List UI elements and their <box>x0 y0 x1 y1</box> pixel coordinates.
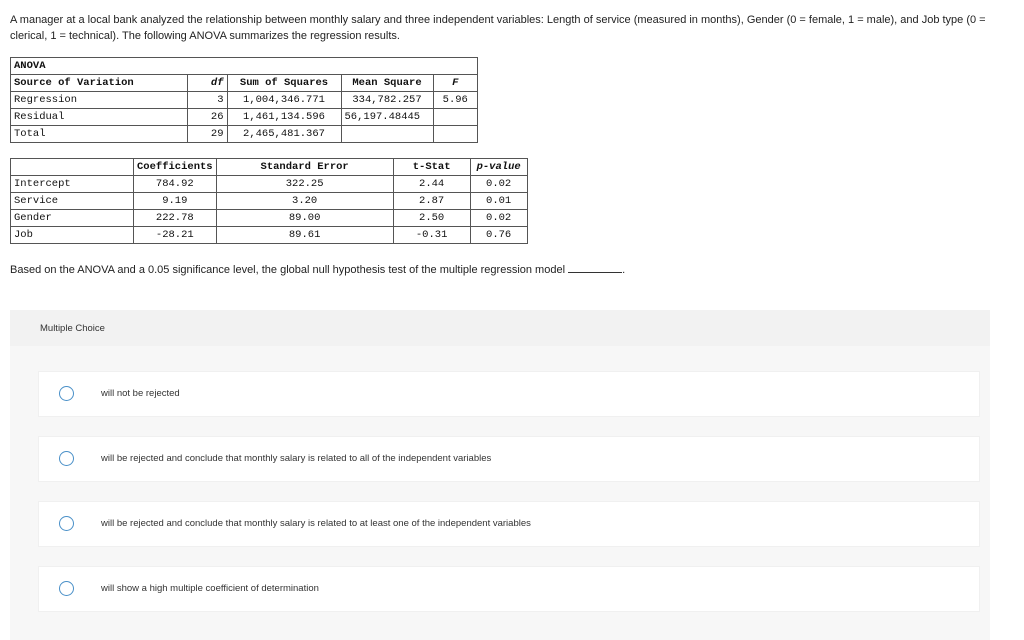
anova-header-f: F <box>433 75 478 92</box>
coef-cell: -0.31 <box>393 227 470 244</box>
coef-cell: 2.50 <box>393 210 470 227</box>
coef-header-tstat: t-Stat <box>393 159 470 176</box>
anova-header-ss: Sum of Squares <box>227 75 341 92</box>
choice-option-4[interactable] <box>38 566 980 612</box>
table-row <box>11 227 528 244</box>
anova-title: ANOVA <box>11 58 188 75</box>
coef-cell: 322.25 <box>216 176 393 193</box>
coef-cell: 2.44 <box>393 176 470 193</box>
coefficients-table <box>10 158 528 244</box>
anova-cell: 1,004,346.771 <box>227 92 341 109</box>
multiple-choice-label: Multiple Choice <box>40 323 105 334</box>
anova-header-source: Source of Variation <box>11 75 188 92</box>
question-prompt <box>10 262 625 277</box>
answer-blank <box>568 262 622 273</box>
coef-cell: 2.87 <box>393 193 470 210</box>
table-row <box>11 109 478 126</box>
coef-cell: -28.21 <box>134 227 217 244</box>
choice-option-1[interactable] <box>38 371 980 417</box>
coef-cell: 0.02 <box>470 176 527 193</box>
table-row <box>11 176 528 193</box>
coef-cell: 89.61 <box>216 227 393 244</box>
coef-header-row <box>11 159 528 176</box>
coef-cell: 0.02 <box>470 210 527 227</box>
choice-label: will not be rejected <box>101 388 180 399</box>
anova-cell: 5.96 <box>433 92 478 109</box>
anova-cell: Total <box>11 126 188 143</box>
anova-cell: 56,197.48445 <box>341 109 433 126</box>
table-row <box>11 126 478 143</box>
prompt-text: Based on the ANOVA and a 0.05 significance level, the global null hypothesis test of the multiple regression model <box>10 264 566 276</box>
coef-header-stderr: Standard Error <box>216 159 393 176</box>
anova-header-ms: Mean Square <box>341 75 433 92</box>
coef-header-pvalue: p-value <box>470 159 527 176</box>
anova-table <box>10 57 478 143</box>
table-row <box>11 92 478 109</box>
anova-cell: 29 <box>187 126 227 143</box>
anova-cell: 26 <box>187 109 227 126</box>
coef-cell: 3.20 <box>216 193 393 210</box>
choice-label: will show a high multiple coefficient of determination <box>101 583 319 594</box>
anova-cell <box>433 126 478 143</box>
anova-cell <box>433 109 478 126</box>
prompt-end: . <box>622 264 626 276</box>
multiple-choice-header <box>10 310 990 346</box>
coef-header-blank <box>11 159 134 176</box>
anova-header-df: df <box>187 75 227 92</box>
coef-cell: 9.19 <box>134 193 217 210</box>
coef-cell: 0.76 <box>470 227 527 244</box>
anova-title-row <box>11 58 478 75</box>
anova-cell: 3 <box>187 92 227 109</box>
radio-button-icon[interactable] <box>59 386 74 401</box>
coef-cell: Gender <box>11 210 134 227</box>
question-text: A manager at a local bank analyzed the relationship between monthly salary and three independent variables: Length of service (measured in months), Gender (0 = female, 1 = male), and Job type (0 = clerical, 1 = technical). The following ANOVA summarizes the regression results. <box>10 14 986 42</box>
radio-button-icon[interactable] <box>59 516 74 531</box>
table-row <box>11 210 528 227</box>
coef-cell: 784.92 <box>134 176 217 193</box>
anova-cell: Regression <box>11 92 188 109</box>
anova-cell: Residual <box>11 109 188 126</box>
anova-header-row <box>11 75 478 92</box>
coef-header-coefficients: Coefficients <box>134 159 217 176</box>
choice-label: will be rejected and conclude that monthly salary is related to at least one of the independent variables <box>101 518 531 529</box>
coef-cell: 222.78 <box>134 210 217 227</box>
anova-cell: 1,461,134.596 <box>227 109 341 126</box>
coef-cell: 0.01 <box>470 193 527 210</box>
choice-label: will be rejected and conclude that monthly salary is related to all of the independent variables <box>101 453 492 464</box>
coef-cell: Job <box>11 227 134 244</box>
choice-option-3[interactable] <box>38 501 980 547</box>
coef-cell: Intercept <box>11 176 134 193</box>
radio-button-icon[interactable] <box>59 581 74 596</box>
table-row <box>11 193 528 210</box>
anova-cell: 334,782.257 <box>341 92 433 109</box>
choice-option-2[interactable] <box>38 436 980 482</box>
radio-button-icon[interactable] <box>59 451 74 466</box>
anova-cell <box>341 126 433 143</box>
multiple-choice-options <box>10 346 990 640</box>
coef-cell: 89.00 <box>216 210 393 227</box>
coef-cell: Service <box>11 193 134 210</box>
anova-cell: 2,465,481.367 <box>227 126 341 143</box>
